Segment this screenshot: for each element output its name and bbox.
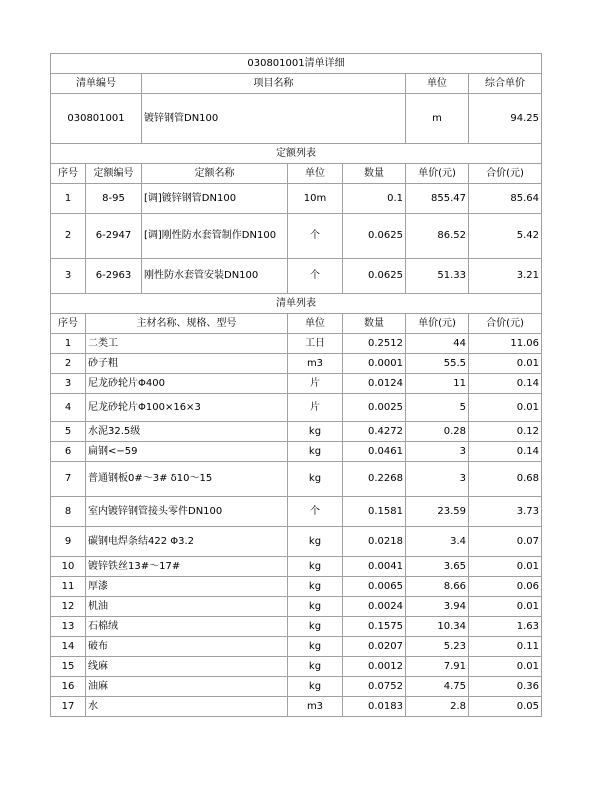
quota-no: 3 [51, 259, 86, 294]
material-price: 3.4 [406, 527, 469, 557]
material-unit: kg [288, 527, 343, 557]
material-name: 砂子粗 [86, 354, 288, 374]
title-row [51, 54, 542, 74]
material-name: 尼龙砂轮片Φ400 [86, 374, 288, 394]
material-qty: 0.0183 [343, 697, 406, 717]
bill-code: 030801001 [51, 94, 142, 144]
header-label-row [51, 74, 542, 94]
quota-no: 1 [51, 184, 86, 214]
material-price: 8.66 [406, 577, 469, 597]
material-total: 0.68 [469, 462, 542, 497]
material-no: 1 [51, 334, 86, 354]
material-unit: kg [288, 557, 343, 577]
material-unit: kg [288, 462, 343, 497]
material-no: 16 [51, 677, 86, 697]
material-total: 0.01 [469, 557, 542, 577]
materials-header-row [51, 314, 542, 334]
material-qty: 0.2512 [343, 334, 406, 354]
quota-name: 刚性防水套管安装DN100 [142, 259, 288, 294]
quota-total: 5.42 [469, 214, 542, 259]
bill-price: 94.25 [469, 94, 542, 144]
materials-col-unit: 单位 [288, 314, 343, 334]
material-row [51, 354, 542, 374]
quota-total: 3.21 [469, 259, 542, 294]
quota-unit: 个 [288, 214, 343, 259]
quota-no: 2 [51, 214, 86, 259]
material-price: 5 [406, 394, 469, 422]
material-no: 11 [51, 577, 86, 597]
material-no: 9 [51, 527, 86, 557]
material-total: 0.14 [469, 442, 542, 462]
material-no: 12 [51, 597, 86, 617]
material-no: 8 [51, 497, 86, 527]
material-name: 线麻 [86, 657, 288, 677]
material-row [51, 462, 542, 497]
material-row [51, 677, 542, 697]
materials-col-total: 合价(元) [469, 314, 542, 334]
material-name: 普通钢板0#～3# δ10～15 [86, 462, 288, 497]
bill-detail-table [50, 53, 542, 717]
material-row [51, 374, 542, 394]
quota-col-no: 序号 [51, 164, 86, 184]
material-name: 尼龙砂轮片Φ100×16×3 [86, 394, 288, 422]
material-no: 6 [51, 442, 86, 462]
material-row [51, 597, 542, 617]
quota-row [51, 214, 542, 259]
material-qty: 0.0024 [343, 597, 406, 617]
bill-unit: m [406, 94, 469, 144]
materials-section-row [51, 294, 542, 314]
material-total: 0.01 [469, 394, 542, 422]
material-name: 机油 [86, 597, 288, 617]
material-no: 17 [51, 697, 86, 717]
quota-col-name: 定额名称 [142, 164, 288, 184]
material-no: 3 [51, 374, 86, 394]
material-total: 0.11 [469, 637, 542, 657]
material-price: 3.94 [406, 597, 469, 617]
material-name: 镀锌铁丝13#～17# [86, 557, 288, 577]
material-price: 4.75 [406, 677, 469, 697]
quota-col-unit: 单位 [288, 164, 343, 184]
material-total: 1.63 [469, 617, 542, 637]
material-price: 2.8 [406, 697, 469, 717]
quota-row [51, 184, 542, 214]
material-no: 15 [51, 657, 86, 677]
quota-qty: 0.0625 [343, 214, 406, 259]
material-no: 10 [51, 557, 86, 577]
material-no: 4 [51, 394, 86, 422]
material-price: 10.34 [406, 617, 469, 637]
material-name: 水 [86, 697, 288, 717]
material-row [51, 497, 542, 527]
materials-col-name: 主材名称、规格、型号 [86, 314, 288, 334]
material-qty: 0.1575 [343, 617, 406, 637]
material-price: 3 [406, 462, 469, 497]
code-label: 清单编号 [51, 74, 142, 94]
material-row [51, 422, 542, 442]
material-name: 石棉绒 [86, 617, 288, 637]
materials-col-price: 单价(元) [406, 314, 469, 334]
material-no: 13 [51, 617, 86, 637]
quota-col-code: 定额编号 [86, 164, 142, 184]
material-unit: kg [288, 657, 343, 677]
quota-price: 51.33 [406, 259, 469, 294]
material-price: 3.65 [406, 557, 469, 577]
material-qty: 0.4272 [343, 422, 406, 442]
materials-col-no: 序号 [51, 314, 86, 334]
material-total: 11.06 [469, 334, 542, 354]
quota-price: 86.52 [406, 214, 469, 259]
quota-price: 855.47 [406, 184, 469, 214]
material-total: 0.01 [469, 354, 542, 374]
material-unit: 片 [288, 394, 343, 422]
material-qty: 0.0012 [343, 657, 406, 677]
material-total: 3.73 [469, 497, 542, 527]
material-row [51, 617, 542, 637]
material-row [51, 442, 542, 462]
material-total: 0.06 [469, 577, 542, 597]
material-qty: 0.2268 [343, 462, 406, 497]
material-row [51, 697, 542, 717]
name-label: 项目名称 [142, 74, 406, 94]
material-row [51, 394, 542, 422]
material-unit: m3 [288, 354, 343, 374]
quota-code: 6-2963 [86, 259, 142, 294]
quota-col-price: 单价(元) [406, 164, 469, 184]
material-qty: 0.0461 [343, 442, 406, 462]
material-unit: kg [288, 422, 343, 442]
quota-header-row [51, 164, 542, 184]
material-unit: kg [288, 617, 343, 637]
material-unit: kg [288, 577, 343, 597]
material-total: 0.12 [469, 422, 542, 442]
material-row [51, 527, 542, 557]
material-total: 0.01 [469, 657, 542, 677]
material-price: 5.23 [406, 637, 469, 657]
material-qty: 0.0065 [343, 577, 406, 597]
quota-unit: 10m [288, 184, 343, 214]
bill-name: 镀锌钢管DN100 [142, 94, 406, 144]
quota-section-row [51, 144, 542, 164]
material-name: 厚漆 [86, 577, 288, 597]
unit-label: 单位 [406, 74, 469, 94]
material-no: 14 [51, 637, 86, 657]
quota-code: 6-2947 [86, 214, 142, 259]
material-qty: 0.0124 [343, 374, 406, 394]
material-price: 55.5 [406, 354, 469, 374]
material-row [51, 637, 542, 657]
material-qty: 0.0041 [343, 557, 406, 577]
quota-row [51, 259, 542, 294]
material-unit: 工日 [288, 334, 343, 354]
material-unit: kg [288, 597, 343, 617]
material-unit: m3 [288, 697, 343, 717]
material-row [51, 577, 542, 597]
material-name: 二类工 [86, 334, 288, 354]
material-name: 油麻 [86, 677, 288, 697]
material-price: 0.28 [406, 422, 469, 442]
material-total: 0.36 [469, 677, 542, 697]
material-unit: kg [288, 442, 343, 462]
material-no: 7 [51, 462, 86, 497]
quota-section-title: 定额列表 [51, 144, 542, 164]
material-price: 23.59 [406, 497, 469, 527]
material-total: 0.05 [469, 697, 542, 717]
material-name: 扁钢<−59 [86, 442, 288, 462]
quota-col-total: 合价(元) [469, 164, 542, 184]
material-price: 44 [406, 334, 469, 354]
quota-total: 85.64 [469, 184, 542, 214]
quota-code: 8-95 [86, 184, 142, 214]
quota-name: [调]镀锌钢管DN100 [142, 184, 288, 214]
material-name: 室内镀锌钢管接头零件DN100 [86, 497, 288, 527]
material-total: 0.14 [469, 374, 542, 394]
material-qty: 0.0025 [343, 394, 406, 422]
quota-unit: 个 [288, 259, 343, 294]
header-value-row [51, 94, 542, 144]
material-qty: 0.1581 [343, 497, 406, 527]
material-unit: 片 [288, 374, 343, 394]
material-unit: kg [288, 637, 343, 657]
material-qty: 0.0218 [343, 527, 406, 557]
page-title: 030801001清单详细 [51, 54, 542, 74]
material-no: 5 [51, 422, 86, 442]
material-qty: 0.0207 [343, 637, 406, 657]
material-no: 2 [51, 354, 86, 374]
material-unit: kg [288, 677, 343, 697]
material-row [51, 657, 542, 677]
material-name: 破布 [86, 637, 288, 657]
material-name: 水泥32.5级 [86, 422, 288, 442]
material-row [51, 334, 542, 354]
quota-qty: 0.1 [343, 184, 406, 214]
material-qty: 0.0001 [343, 354, 406, 374]
material-unit: 个 [288, 497, 343, 527]
material-price: 11 [406, 374, 469, 394]
material-price: 3 [406, 442, 469, 462]
quota-qty: 0.0625 [343, 259, 406, 294]
material-total: 0.01 [469, 597, 542, 617]
materials-section-title: 清单列表 [51, 294, 542, 314]
quota-col-qty: 数量 [343, 164, 406, 184]
material-row [51, 557, 542, 577]
material-qty: 0.0752 [343, 677, 406, 697]
materials-col-qty: 数量 [343, 314, 406, 334]
quota-name: [调]刚性防水套管制作DN100 [142, 214, 288, 259]
price-label: 综合单价 [469, 74, 542, 94]
material-name: 碳钢电焊条结422 Φ3.2 [86, 527, 288, 557]
material-total: 0.07 [469, 527, 542, 557]
material-price: 7.91 [406, 657, 469, 677]
